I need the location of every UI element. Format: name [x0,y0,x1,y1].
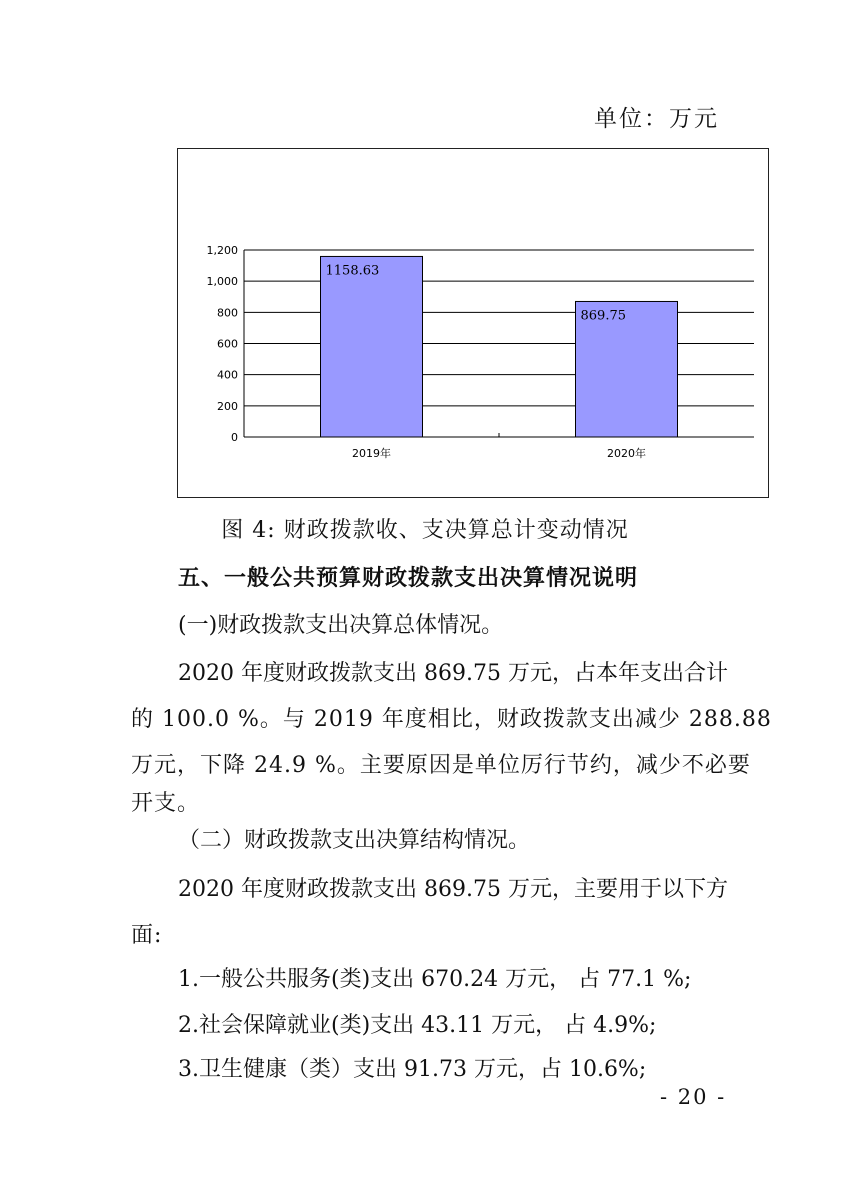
para2-line-1: 2020 年度财政拨款支出 869.75 万元，主要用于以下方 [178,877,728,902]
y-tick-label: 400 [217,368,238,382]
unit-label: 单位：万元 [594,106,719,132]
para1-line-4: 开支。 [131,791,201,816]
para1-line-2: 的 100.0 %。与 2019 年度相比，财政拨款支出减少 288.88 [131,707,772,732]
y-tick-label: 1,200 [206,244,238,257]
page-number: - 20 - [660,1085,727,1109]
bar [321,256,423,437]
para1-line-1: 2020 年度财政拨款支出 869.75 万元，占本年支出合计 [178,661,728,686]
figure-caption: 图 4: 财政拨款收、支决算总计变动情况 [221,518,629,543]
section-heading: 五、一般公共预算财政拨款支出决算情况说明 [178,566,639,591]
y-tick-label: 1,000 [206,275,238,289]
y-tick-label: 200 [217,399,238,413]
x-tick-label: 2019年 [352,447,391,460]
subsection-2-title: （二）财政拨款支出决算结构情况。 [178,828,531,853]
x-tick-label: 2020年 [607,447,646,460]
bar-chart [178,149,768,497]
y-tick-label: 800 [217,306,238,320]
subsection-1-title: (一)财政拨款支出决算总体情况。 [178,613,504,638]
data-label: 869.75 [580,308,626,324]
y-tick-label: 600 [217,337,238,351]
list-item-3: 3.卫生健康（类）支出 91.73 万元，占 10.6%; [178,1057,647,1082]
y-tick-label: 0 [231,431,238,444]
bar-chart-frame [177,148,769,498]
list-item-1: 1.一般公共服务(类)支出 670.24 万元， 占 77.1 %; [178,967,692,992]
para2-line-2: 面: [131,923,163,948]
para1-line-3: 万元，下降 24.9 %。主要原因是单位厉行节约，减少不必要 [131,753,751,778]
data-label: 1158.63 [325,263,380,279]
list-item-2: 2.社会保障就业(类)支出 43.11 万元， 占 4.9%; [178,1013,657,1038]
